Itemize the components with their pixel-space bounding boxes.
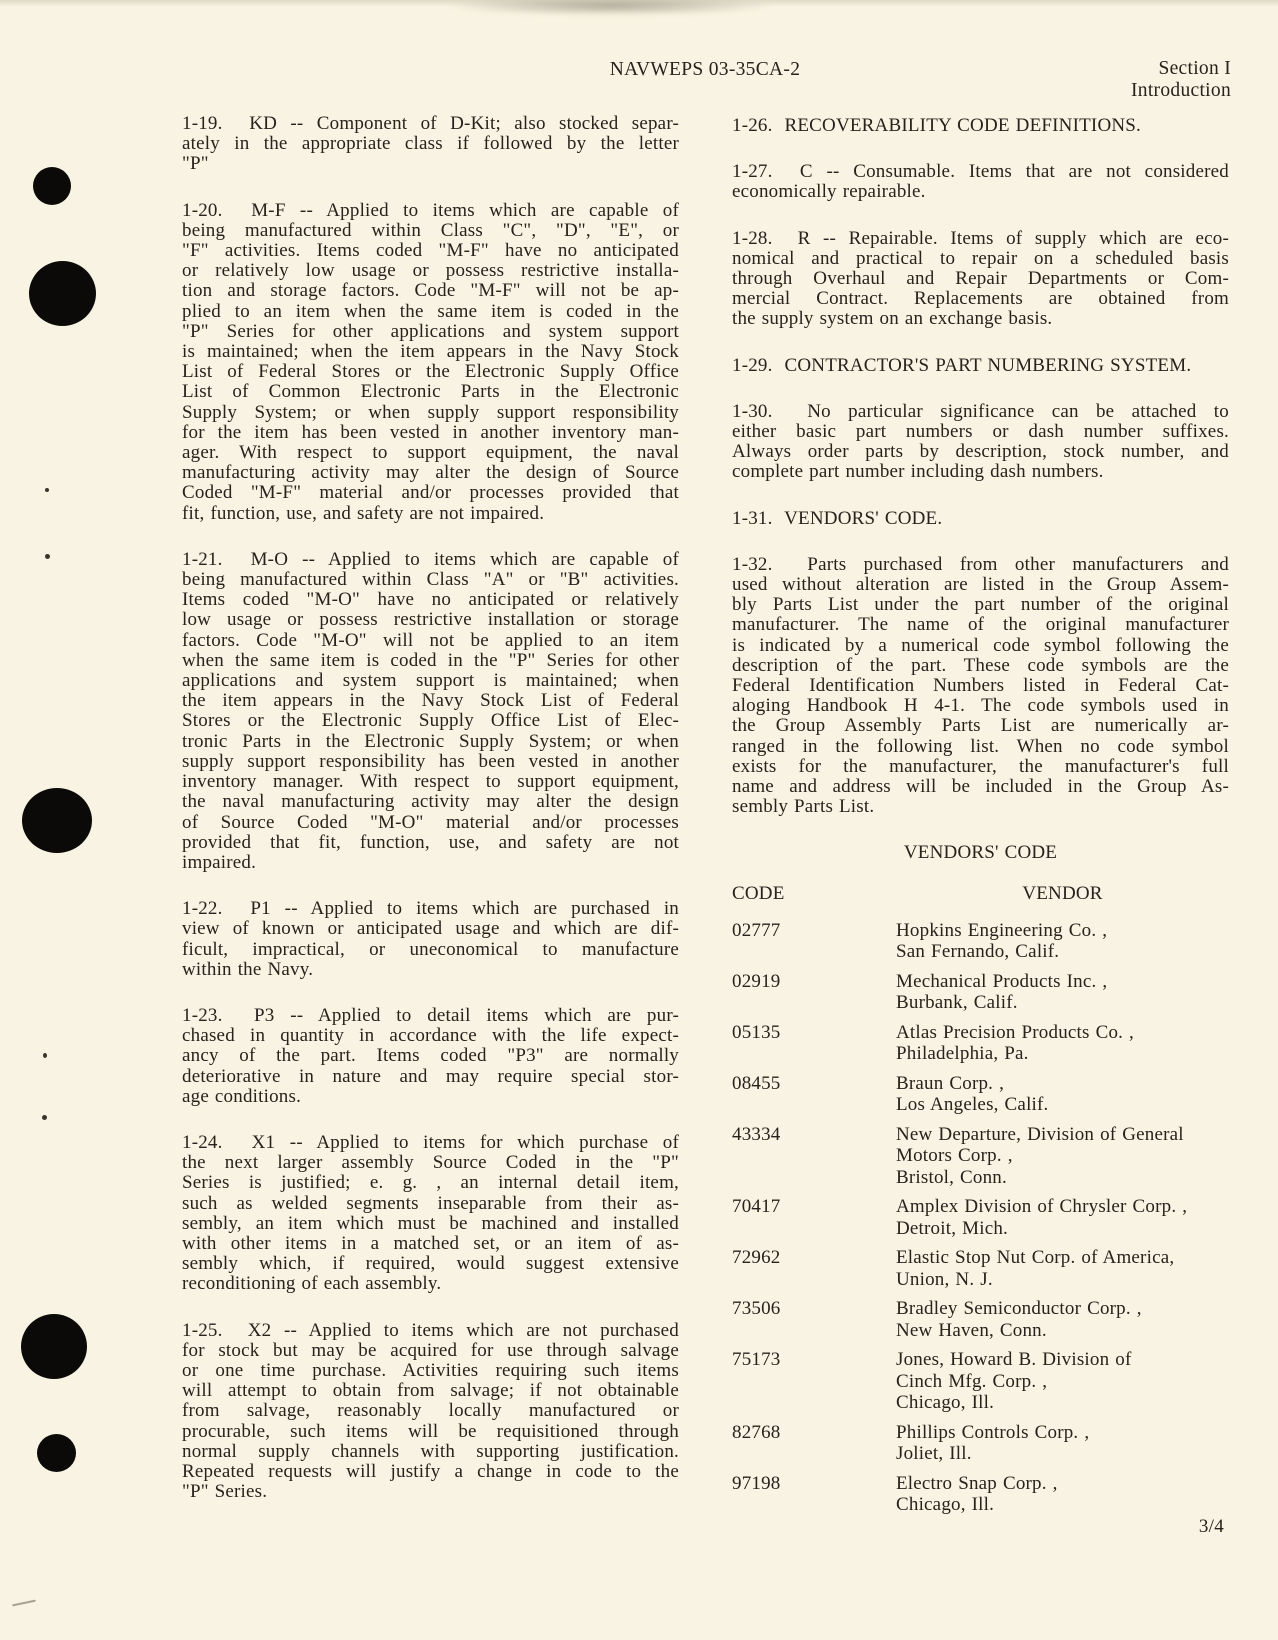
text-line: 1-24. X1 -- Applied to items for which purchase of [182,1131,679,1153]
text-line: inventory manager. With respect to support equipment, [182,771,679,793]
paragraph [182,201,679,524]
vendor-name-line: Mechanical Products Inc. , [896,970,1108,992]
paragraph [732,402,1229,483]
text-line: for the item has been vested in another inventory man- [182,421,679,443]
text-line: supply support responsibility has been vested in another [182,750,679,772]
vendor-code-cell: 43334 [732,1123,781,1145]
text-line: sembly, an item which must be machined and installed [182,1212,679,1234]
vendor-name-line: Amplex Division of Chrysler Corp. , [896,1196,1188,1218]
vendor-code-cell: 97198 [732,1472,781,1494]
vendor-name-line: Jones, Howard B. Division of [896,1349,1132,1371]
text-line: 1-27. C -- Consumable. Items that are not considered [732,161,1229,183]
text-line: bly Parts List under the part number of the original [732,594,1229,616]
text-line: fit, function, use, and safety are not impaired. [182,502,545,524]
vendor-name-cell [896,1473,1229,1516]
vendor-name-cell [896,971,1229,1014]
text-line: view of known or anticipated usage and which are dif- [182,918,679,940]
text-line: nomical and practical to repair on a scheduled basis [732,247,1229,269]
vendor-name-line: Braun Corp. , [896,1072,1005,1094]
text-line: will attempt to obtain from salvage; if not obtainable [182,1380,679,1402]
text-line: ranged in the following list. When no code symbol [732,735,1229,757]
document-number: NAVWEPS 03-35CA-2 [609,59,801,80]
text-line: "P" Series. [182,1481,268,1503]
vendor-name-cell [896,1247,1229,1290]
text-line: List of Federal Stores or the Electronic Supply Office [182,361,679,383]
section-heading [1131,58,1231,102]
text-line: reconditioning of each assembly. [182,1273,442,1295]
vendor-name-line: New Departure, Division of General [896,1123,1184,1145]
text-line: the Group Assembly Parts List are numerically ar- [732,715,1229,737]
text-line: is maintained; when the item appears in the Navy Stock [182,341,679,363]
text-line: either basic part numbers or dash number suffixes. [732,421,1229,443]
text-line: with other items in a matched set, or an item of as- [182,1232,679,1254]
vendor-code-cell: 82768 [732,1421,781,1443]
text-line: procurable, such items will be requisitioned through [182,1420,679,1442]
text-line: 1-32. Parts purchased from other manufacturers and [732,553,1229,575]
vendor-table-row [732,1349,1229,1414]
vendor-name-line: Electro Snap Corp. , [896,1472,1058,1494]
vendor-table-row [732,1073,1229,1116]
vendor-name-cell [896,1349,1229,1414]
text-line: being manufactured within Class "A" or "B" activities. [182,569,679,591]
vendor-table-row [732,971,1229,1014]
vendors-code-title: VENDORS' CODE [903,842,1058,864]
page-number: 3/4 [1198,1516,1224,1537]
text-line: the next larger assembly Source Coded in the "P" [182,1152,679,1174]
punch-hole-mark [21,1314,87,1379]
text-line: the supply system on an exchange basis. [732,308,1053,330]
text-line: complete part number including dash numbers. [732,461,1104,483]
scan-smudge [440,0,780,16]
vendor-code-cell: 75173 [732,1349,781,1371]
vendor-table-row [732,920,1229,963]
text-line: plied to an item when the same item is coded in the [182,300,679,322]
vendor-table-row [732,1298,1229,1341]
vendor-table-row [732,1124,1229,1189]
vendor-table-row [732,1196,1229,1239]
paragraph [732,509,1229,529]
vendor-name-cell [896,1298,1229,1341]
paragraph [182,1133,679,1295]
vendors-table-header [732,884,1229,904]
text-line: manufacturer. The name of the original manufacturer [732,614,1229,636]
text-line: deteriorative in nature and may require special stor- [182,1065,679,1087]
text-line: or relatively low usage or possess restrictive installa- [182,260,679,282]
text-line: 1-29. CONTRACTOR'S PART NUMBERING SYSTEM. [732,354,1192,376]
text-line: ager. With respect to support equipment, the naval [182,442,679,464]
text-line: name and address will be included in the Group As- [732,776,1229,798]
vendor-name-line: Cinch Mfg. Corp. , [896,1370,1048,1392]
text-line: from salvage, reasonably locally manufactured or [182,1400,679,1422]
text-line: 1-23. P3 -- Applied to detail items which are pur- [182,1004,679,1026]
vendor-table-row [732,1473,1229,1516]
ink-speck [43,1053,47,1058]
ink-speck [45,554,50,559]
text-line: "P" [182,153,209,175]
scan-scratch [12,1600,36,1607]
text-line: 1-19. KD -- Component of D-Kit; also stocked separ- [182,113,679,134]
text-line: "P" Series for other applications and system support [182,320,679,342]
vendor-name-line: Elastic Stop Nut Corp. of America, [896,1247,1175,1269]
text-line: 1-26. RECOVERABILITY CODE DEFINITIONS. [732,115,1142,136]
vendor-name-line: Hopkins Engineering Co. , [896,919,1108,941]
vendor-name-line: Los Angeles, Calif. [896,1094,1049,1116]
text-line: 1-28. R -- Repairable. Items of supply which are eco- [732,227,1229,249]
vendor-name-line: Detroit, Mich. [896,1217,1008,1239]
vendor-code-cell: 70417 [732,1196,781,1218]
vendor-code-cell: 73506 [732,1298,781,1320]
text-line: exists for the manufacturer, the manufacturer's full [732,755,1229,777]
text-line: Repeated requests will justify a change in code to the [182,1460,679,1482]
text-line: sembly which, if required, would suggest extensive [182,1253,679,1275]
text-line: the naval manufacturing activity may alter the design [182,791,679,813]
text-line: ately in the appropriate class if followed by the letter [182,133,679,155]
text-line: 1-22. P1 -- Applied to items which are purchased in [182,898,679,920]
vendor-name-line: Bradley Semiconductor Corp. , [896,1298,1142,1320]
text-line: "F" activities. Items coded "M-F" have no anticipated [182,240,679,262]
text-line: through Overhaul and Repair Departments or Com- [732,268,1229,290]
left-text-column [182,114,679,1502]
vendor-name-cell [896,1196,1229,1239]
vendor-table-row [732,1422,1229,1465]
text-line: List of Common Electronic Parts in the Electronic [182,381,679,403]
text-line: 1-21. M-O -- Applied to items which are capable of [182,548,679,570]
text-line: the item appears in the Navy Stock List of Federal [182,690,679,712]
vendor-name-line: Bristol, Conn. [896,1166,1007,1188]
ink-speck [42,1115,47,1120]
vendor-name-line: New Haven, Conn. [896,1319,1047,1341]
text-line: when the same item is coded in the "P" Series for other [182,649,679,671]
text-line: factors. Code "M-O" will not be applied to an item [182,629,679,651]
vendor-name-line: Philadelphia, Pa. [896,1043,1029,1065]
code-column-header: CODE [732,882,785,904]
text-line: used without alteration are listed in the Group Assem- [732,574,1229,596]
section-subtitle: Introduction [1131,80,1231,101]
text-line: manufacturing activity may alter the design of Source [182,462,679,484]
vendor-name-cell [896,1022,1229,1065]
paragraph [182,1006,679,1107]
text-line: ficult, impractical, or uneconomical to manufacture [182,938,679,960]
text-line: being manufactured within Class "C", "D", "E", or [182,219,679,241]
text-line: age conditions. [182,1085,302,1107]
text-line: Series is justified; e. g. , an internal detail item, [182,1172,679,1194]
vendor-name-cell [896,1073,1229,1116]
vendor-table-row [732,1022,1229,1065]
text-line: ancy of the part. Items coded "P3" are normally [182,1045,679,1067]
paragraph [732,162,1229,202]
vendor-name-cell [896,920,1229,963]
text-line: applications and system support is maintained; when [182,670,679,692]
text-line: Stores or the Electronic Supply Office List of Elec- [182,710,679,732]
vendor-name-line: Motors Corp. , [896,1145,1013,1167]
text-line: tion and storage factors. Code "M-F" will not be ap- [182,280,679,302]
vendor-name-line: Phillips Controls Corp. , [896,1421,1090,1443]
text-line: normal supply channels with supporting justification. [182,1440,679,1462]
section-title: Section I [1158,58,1231,79]
vendor-name-cell [896,1124,1229,1189]
vendor-name-line: Atlas Precision Products Co. , [896,1021,1134,1043]
punch-hole-mark [37,1434,76,1472]
vendor-name-line: Union, N. J. [896,1268,993,1290]
punch-hole-mark [29,261,96,326]
paragraph [182,114,679,175]
vendor-code-cell: 72962 [732,1247,781,1269]
text-line: economically repairable. [732,181,926,203]
vendor-name-line: Chicago, Ill. [896,1494,995,1516]
paragraph [182,899,679,980]
vendor-column-header: VENDOR [1022,882,1103,904]
vendor-name-line: San Fernando, Calif. [896,941,1060,963]
text-line: 1-20. M-F -- Applied to items which are capable of [182,199,679,221]
text-line: of Source Coded "M-O" material and/or processes [182,811,679,833]
text-line: tronic Parts in the Electronic Supply System; or when [182,730,679,752]
right-text-column [732,116,1229,1524]
text-line: within the Navy. [182,958,314,980]
vendor-name-cell [896,1422,1229,1465]
vendor-code-cell: 02777 [732,919,781,941]
text-line: impaired. [182,851,257,873]
vendor-code-cell: 08455 [732,1072,781,1094]
text-line: Coded "M-F" material and/or processes provided that [182,482,679,504]
text-line: 1-25. X2 -- Applied to items which are not purchased [182,1319,679,1341]
text-line: 1-31. VENDORS' CODE. [732,507,943,529]
text-line: Supply System; or when supply support responsibility [182,401,679,423]
text-line: mercial Contract. Replacements are obtained from [732,288,1229,310]
vendor-name-line: Joliet, Ill. [896,1443,972,1465]
paragraph [182,1321,679,1503]
paragraph [182,550,679,873]
text-line: or one time purchase. Activities requiring such items [182,1359,679,1381]
paragraph [732,229,1229,330]
vendor-name-line: Chicago, Ill. [896,1392,995,1414]
text-line: Items coded "M-O" have no anticipated or relatively [182,589,679,611]
text-line: Federal Identification Numbers listed in Federal Cat- [732,675,1229,697]
vendor-code-cell: 02919 [732,970,781,992]
text-line: Always order parts by description, stock number, and [732,441,1229,463]
text-line: sembly Parts List. [732,796,875,818]
text-line: description of the part. These code symbols are the [732,654,1229,676]
text-line: such as welded segments inseparable from their as- [182,1192,679,1214]
text-line: chased in quantity in accordance with the life expect- [182,1025,679,1047]
paragraph [732,356,1229,376]
punch-hole-mark [33,167,71,205]
text-line: aloging Handbook H 4-1. The code symbols used in [732,695,1229,717]
ink-speck [45,488,49,492]
paragraph [732,555,1229,818]
vendor-code-cell: 05135 [732,1021,781,1043]
text-line: is indicated by a numerical code symbol following the [732,634,1229,656]
text-line: 1-30. No particular significance can be attached to [732,400,1229,422]
vendor-table-row [732,1247,1229,1290]
paragraph [732,116,1229,136]
text-line: for stock but may be acquired for use through salvage [182,1339,679,1361]
text-line: provided that fit, function, use, and safety are not [182,831,679,853]
vendor-name-line: Burbank, Calif. [896,992,1018,1014]
text-line: low usage or possess restrictive installation or storage [182,609,679,631]
punch-hole-mark [22,788,92,853]
